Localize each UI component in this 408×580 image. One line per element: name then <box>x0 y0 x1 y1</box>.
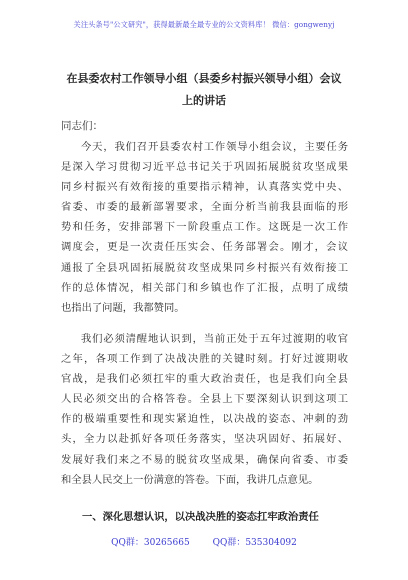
paragraph-line: 和全县人民交上一份满意的答卷。下面，我讲几点意见。 <box>61 473 319 486</box>
footer-qq-groups <box>0 535 408 548</box>
paragraph-line: 省委、市委的最新部署要求，全面分析当前我县面临的形 <box>61 201 348 214</box>
paragraph-line: 作的极端重要性和现实紧迫性，以决战的姿态、冲刺的劲 <box>61 413 348 426</box>
qq-group-1-link[interactable]: QQ群：30265665 <box>111 538 190 548</box>
salutation: 同志们： <box>61 120 103 132</box>
paragraph-1 <box>61 137 348 318</box>
section-heading-1: 一、深化思想认识，以决战决胜的姿态扛牢政治责任 <box>82 511 319 523</box>
paragraph-line: 人民必须交出的合格答卷。全县上下要深刻认识到这项工 <box>61 393 348 406</box>
paragraph-line: 我们必须清醒地认识到，当前正处于五年过渡期的收官 <box>81 333 348 345</box>
paragraph-line: 头，全力以赴抓好各项任务落实，坚决巩固好、拓展好、 <box>61 433 348 446</box>
paragraph-line: 调度会，更是一次责任压实会、任务部署会。刚才，会议 <box>61 241 348 254</box>
promo-header-link[interactable]: 关注头条号"公文研究"，获得最新最全最专业的公文资料库！ 微信：gongwenyj <box>73 20 335 29</box>
document-title-line-1: 在县委农村工作领导小组（县委乡村振兴领导小组）会议 <box>66 72 342 85</box>
paragraph-line: 势和任务，安排部署下一阶段重点工作。这既是一次工作 <box>61 221 348 234</box>
paragraph-line: 官战，是我们必须扛牢的重大政治责任，也是我们向全县 <box>61 373 348 386</box>
qq-group-2-link[interactable]: QQ群：535304092 <box>212 538 297 548</box>
paragraph-line: 同乡村振兴有效衔接的重要指示精神，认真落实党中央、 <box>61 181 348 194</box>
paragraph-2 <box>61 329 348 490</box>
paragraph-line: 今天，我们召开县委农村工作领导小组会议，主要任务 <box>81 141 348 153</box>
document-title-line-2: 上的讲话 <box>182 94 226 107</box>
paragraph-line: 作的总体情况，相关部门和乡镇也作了汇报，点明了成绩 <box>61 281 348 294</box>
paragraph-line: 发展好我们来之不易的脱贫攻坚成果，确保向省委、市委 <box>61 453 348 466</box>
paragraph-line: 也指出了问题，我都赞同。 <box>61 301 185 314</box>
paragraph-line: 是深入学习贯彻习近平总书记关于巩固拓展脱贫攻坚成果 <box>61 161 348 174</box>
paragraph-line: 之年，各项工作到了决战决胜的关键时刻。打好过渡期收 <box>61 353 348 366</box>
paragraph-line: 通报了全县巩固拓展脱贫攻坚成果同乡村振兴有效衔接工 <box>61 261 348 274</box>
